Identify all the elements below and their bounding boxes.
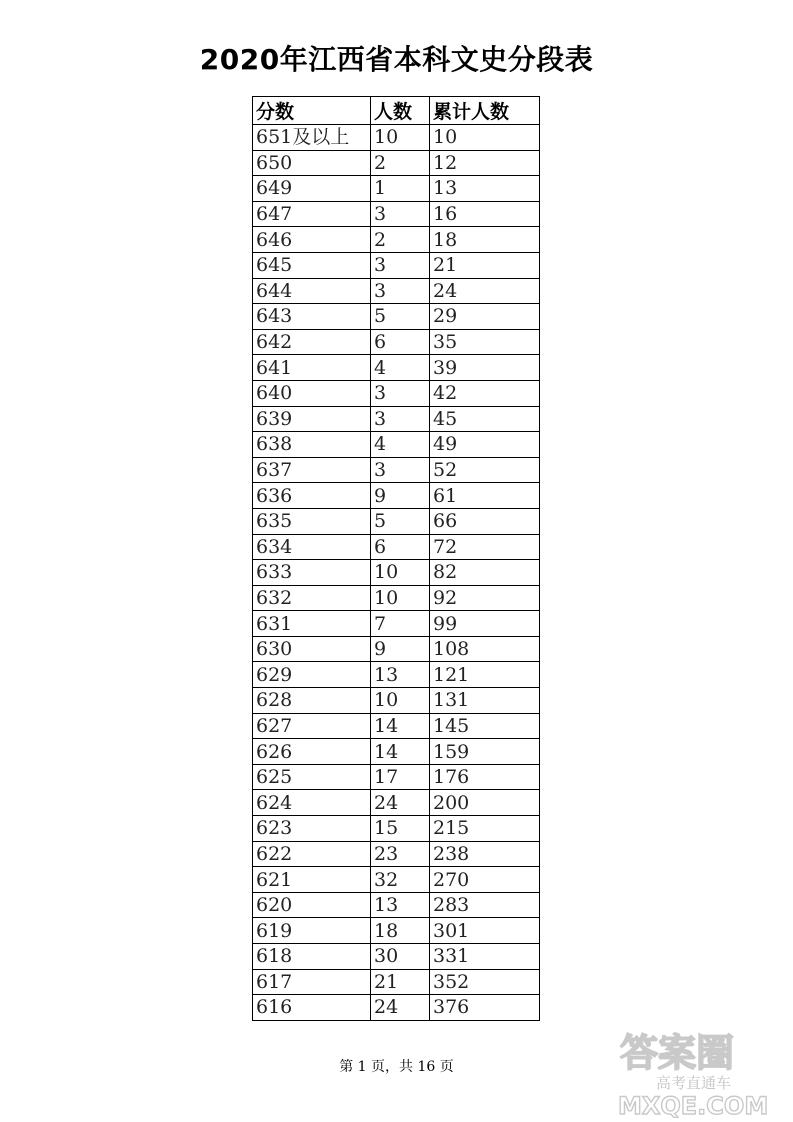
cell-cumulative: 29	[430, 304, 540, 330]
cell-score: 649	[253, 176, 371, 202]
table-row	[253, 304, 540, 330]
cell-count: 3	[371, 201, 430, 227]
cell-cumulative: 352	[430, 969, 540, 995]
header-count: 人数	[371, 97, 430, 125]
cell-cumulative: 72	[430, 534, 540, 560]
cell-count: 3	[371, 406, 430, 432]
cell-score: 622	[253, 841, 371, 867]
cell-score: 642	[253, 329, 371, 355]
cell-count: 14	[371, 739, 430, 765]
cell-score: 628	[253, 688, 371, 714]
cell-count: 24	[371, 790, 430, 816]
cell-count: 13	[371, 662, 430, 688]
table-row	[253, 483, 540, 509]
cell-score: 627	[253, 713, 371, 739]
cell-count: 30	[371, 944, 430, 970]
table-row	[253, 841, 540, 867]
table-row	[253, 432, 540, 458]
table-row	[253, 764, 540, 790]
cell-score: 636	[253, 483, 371, 509]
cell-score: 634	[253, 534, 371, 560]
cell-cumulative: 35	[430, 329, 540, 355]
table-row	[253, 688, 540, 714]
cell-score: 629	[253, 662, 371, 688]
cell-cumulative: 24	[430, 278, 540, 304]
cell-cumulative: 376	[430, 995, 540, 1021]
cell-count: 10	[371, 560, 430, 586]
table-row	[253, 585, 540, 611]
cell-cumulative: 52	[430, 457, 540, 483]
cell-score: 639	[253, 406, 371, 432]
cell-count: 15	[371, 816, 430, 842]
table-row	[253, 662, 540, 688]
cell-cumulative: 99	[430, 611, 540, 637]
table-row	[253, 406, 540, 432]
cell-cumulative: 270	[430, 867, 540, 893]
cell-cumulative: 238	[430, 841, 540, 867]
table-row	[253, 892, 540, 918]
cell-count: 3	[371, 380, 430, 406]
cell-cumulative: 13	[430, 176, 540, 202]
cell-score: 632	[253, 585, 371, 611]
table-row	[253, 355, 540, 381]
cell-cumulative: 331	[430, 944, 540, 970]
cell-count: 10	[371, 585, 430, 611]
table-row	[253, 227, 540, 253]
table-row	[253, 457, 540, 483]
cell-count: 24	[371, 995, 430, 1021]
cell-score: 624	[253, 790, 371, 816]
table-row	[253, 150, 540, 176]
table-row	[253, 201, 540, 227]
cell-cumulative: 82	[430, 560, 540, 586]
cell-count: 1	[371, 176, 430, 202]
cell-score: 641	[253, 355, 371, 381]
cell-cumulative: 301	[430, 918, 540, 944]
table-row	[253, 636, 540, 662]
cell-score: 645	[253, 252, 371, 278]
table-row	[253, 739, 540, 765]
cell-count: 6	[371, 329, 430, 355]
cell-count: 17	[371, 764, 430, 790]
cell-score: 631	[253, 611, 371, 637]
table-row	[253, 380, 540, 406]
cell-cumulative: 21	[430, 252, 540, 278]
cell-score: 619	[253, 918, 371, 944]
cell-cumulative: 12	[430, 150, 540, 176]
table-row	[253, 508, 540, 534]
cell-cumulative: 200	[430, 790, 540, 816]
cell-score: 635	[253, 508, 371, 534]
cell-score: 644	[253, 278, 371, 304]
cell-count: 13	[371, 892, 430, 918]
cell-score: 646	[253, 227, 371, 253]
cell-cumulative: 39	[430, 355, 540, 381]
cell-count: 3	[371, 278, 430, 304]
cell-score: 647	[253, 201, 371, 227]
cell-count: 9	[371, 636, 430, 662]
cell-count: 5	[371, 508, 430, 534]
cell-cumulative: 92	[430, 585, 540, 611]
cell-score: 651及以上	[253, 125, 371, 151]
watermark-line1: 答案圈	[620, 1031, 735, 1075]
page-footer: 第 1 页，共 16 页	[339, 1059, 454, 1075]
cell-score: 643	[253, 304, 371, 330]
cell-score: 616	[253, 995, 371, 1021]
cell-count: 4	[371, 355, 430, 381]
cell-cumulative: 61	[430, 483, 540, 509]
table-row	[253, 944, 540, 970]
cell-score: 618	[253, 944, 371, 970]
cell-count: 7	[371, 611, 430, 637]
cell-count: 2	[371, 227, 430, 253]
cell-cumulative: 176	[430, 764, 540, 790]
cell-cumulative: 10	[430, 125, 540, 151]
table-row	[253, 278, 540, 304]
table-row	[253, 176, 540, 202]
cell-score: 650	[253, 150, 371, 176]
cell-score: 620	[253, 892, 371, 918]
cell-score: 638	[253, 432, 371, 458]
cell-count: 5	[371, 304, 430, 330]
table-row	[253, 816, 540, 842]
cell-cumulative: 66	[430, 508, 540, 534]
cell-count: 4	[371, 432, 430, 458]
table-body	[253, 125, 540, 1021]
watermark-line2: 高考直通车	[656, 1074, 732, 1092]
cell-count: 9	[371, 483, 430, 509]
table-row	[253, 611, 540, 637]
cell-cumulative: 159	[430, 739, 540, 765]
watermark-line3: MXQE.COM	[618, 1092, 769, 1118]
cell-cumulative: 215	[430, 816, 540, 842]
table-row	[253, 790, 540, 816]
cell-count: 23	[371, 841, 430, 867]
cell-cumulative: 131	[430, 688, 540, 714]
table-row	[253, 252, 540, 278]
cell-score: 633	[253, 560, 371, 586]
cell-cumulative: 42	[430, 380, 540, 406]
cell-cumulative: 49	[430, 432, 540, 458]
cell-count: 2	[371, 150, 430, 176]
cell-score: 617	[253, 969, 371, 995]
watermark-logo	[612, 1022, 787, 1118]
cell-cumulative: 283	[430, 892, 540, 918]
cell-count: 21	[371, 969, 430, 995]
table-row	[253, 918, 540, 944]
score-distribution-table	[252, 96, 540, 1021]
table-row	[253, 534, 540, 560]
cell-score: 626	[253, 739, 371, 765]
cell-count: 32	[371, 867, 430, 893]
cell-count: 14	[371, 713, 430, 739]
cell-score: 637	[253, 457, 371, 483]
cell-score: 640	[253, 380, 371, 406]
table-row	[253, 560, 540, 586]
header-cumulative: 累计人数	[430, 97, 540, 125]
cell-score: 623	[253, 816, 371, 842]
table-row	[253, 329, 540, 355]
cell-cumulative: 145	[430, 713, 540, 739]
page-title: 2020年江西省本科文史分段表	[199, 43, 594, 76]
cell-count: 3	[371, 457, 430, 483]
cell-count: 6	[371, 534, 430, 560]
cell-count: 3	[371, 252, 430, 278]
cell-cumulative: 45	[430, 406, 540, 432]
table-row	[253, 867, 540, 893]
table-row	[253, 969, 540, 995]
table-row	[253, 995, 540, 1021]
table-header-row	[253, 97, 540, 125]
cell-cumulative: 121	[430, 662, 540, 688]
cell-cumulative: 108	[430, 636, 540, 662]
cell-score: 630	[253, 636, 371, 662]
cell-count: 18	[371, 918, 430, 944]
header-score: 分数	[253, 97, 371, 125]
cell-cumulative: 18	[430, 227, 540, 253]
cell-score: 621	[253, 867, 371, 893]
cell-count: 10	[371, 125, 430, 151]
table-row	[253, 713, 540, 739]
cell-cumulative: 16	[430, 201, 540, 227]
cell-score: 625	[253, 764, 371, 790]
table-row	[253, 125, 540, 151]
cell-count: 10	[371, 688, 430, 714]
